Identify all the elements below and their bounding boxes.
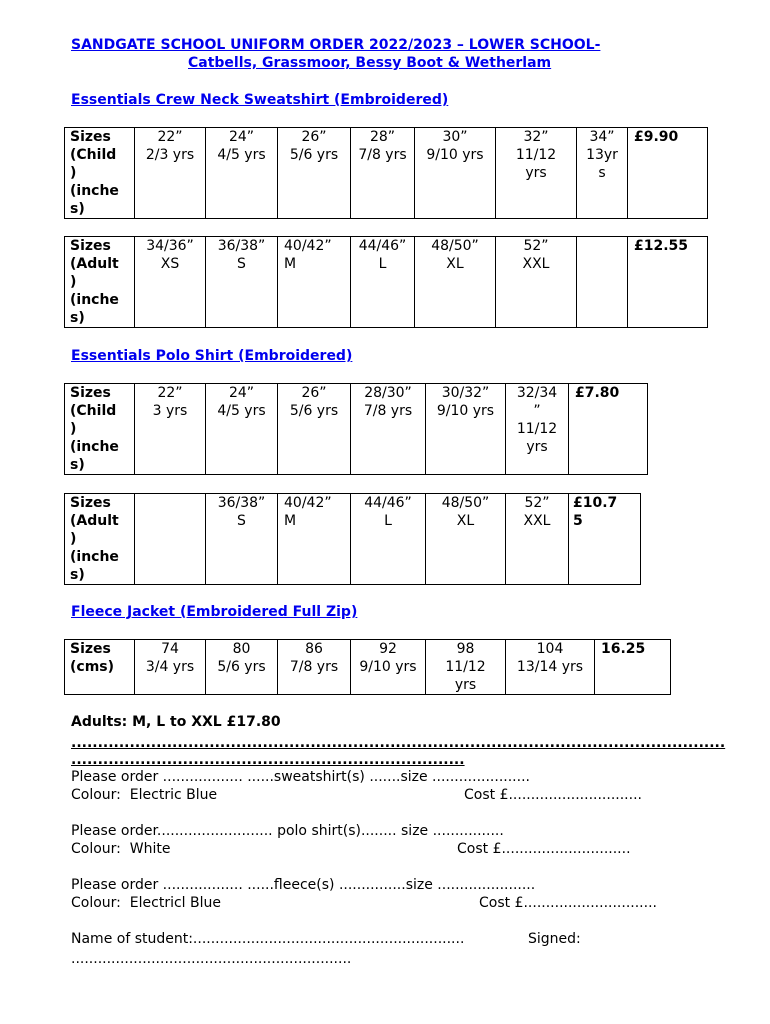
fleece-cost[interactable]: Cost £.............................. [479, 895, 657, 911]
size-label-cell: Sizes (Adult ) (inche s) [65, 494, 135, 585]
size-cell: 44/46” L [351, 237, 415, 328]
fleece-colour: Colour: Electricl Blue [71, 895, 221, 911]
polo-child-table [64, 383, 648, 475]
size-label-cell: Sizes (Child ) (inche s) [65, 384, 135, 475]
signed-field[interactable]: ............................................................... [71, 951, 352, 967]
table-row [65, 494, 641, 585]
student-name-field[interactable]: Name of student:............................................................. [71, 931, 465, 947]
size-cell: 48/50” XL [415, 237, 496, 328]
size-cell: 80 5/6 yrs [206, 640, 278, 695]
size-cell: 40/42” M [278, 494, 351, 585]
size-cell: 86 7/8 yrs [278, 640, 351, 695]
size-cell: 26” 5/6 yrs [278, 128, 351, 219]
polo-order-line[interactable]: Please order.......................... polo shirt(s)........ size ................ [71, 823, 504, 839]
size-cell: 34/36” XS [135, 237, 206, 328]
price-cell: £10.7 5 [569, 494, 641, 585]
fleece-heading: Fleece Jacket (Embroidered Full Zip) [71, 604, 358, 620]
polo-colour: Colour: White [71, 841, 171, 857]
size-label-cell: Sizes (Adult ) (inche s) [65, 237, 135, 328]
size-cell: 32” 11/12 yrs [496, 128, 577, 219]
size-cell: 44/46” L [351, 494, 426, 585]
size-label-cell: Sizes (cms) [65, 640, 135, 695]
size-cell: 36/38” S [206, 237, 278, 328]
size-cell: 32/34 ” 11/12 yrs [506, 384, 569, 475]
size-cell: 28/30” 7/8 yrs [351, 384, 426, 475]
table-row [65, 384, 648, 475]
polo-adult-table [64, 493, 641, 585]
price-cell: £9.90 [628, 128, 708, 219]
page-title-line1: SANDGATE SCHOOL UNIFORM ORDER 2022/2023 – LOWER SCHOOL- [71, 37, 601, 53]
size-cell: 26” 5/6 yrs [278, 384, 351, 475]
size-cell: 22” 2/3 yrs [135, 128, 206, 219]
size-cell: 30/32” 9/10 yrs [426, 384, 506, 475]
sweatshirt-child-table [64, 127, 708, 219]
adults-fleece-price: Adults: M, L to XXL £17.80 [71, 714, 281, 730]
sweatshirt-colour: Colour: Electric Blue [71, 787, 218, 803]
size-cell: 104 13/14 yrs [506, 640, 595, 695]
fleece-order-line[interactable]: Please order .................. ......fleece(s) ...............size ...................... [71, 877, 536, 893]
size-cell: 48/50” XL [426, 494, 506, 585]
size-cell: 40/42” M [278, 237, 351, 328]
size-cell: 52” XXL [506, 494, 569, 585]
dotted-line-2: .......................................................................... [71, 752, 465, 768]
size-cell: 36/38” S [206, 494, 278, 585]
size-cell [135, 494, 206, 585]
size-cell [577, 237, 628, 328]
sweatshirt-heading: Essentials Crew Neck Sweatshirt (Embroidered) [71, 92, 449, 108]
size-cell: 52” XXL [496, 237, 577, 328]
size-cell: 34” 13yr s [577, 128, 628, 219]
size-cell: 92 9/10 yrs [351, 640, 426, 695]
price-cell: £7.80 [569, 384, 648, 475]
page-title-line2: Catbells, Grassmoor, Bessy Boot & Wetherlam [188, 55, 552, 71]
table-row [65, 640, 671, 695]
table-row [65, 237, 708, 328]
signed-label: Signed: [528, 931, 581, 947]
sweatshirt-adult-table [64, 236, 708, 328]
size-cell: 28” 7/8 yrs [351, 128, 415, 219]
polo-heading: Essentials Polo Shirt (Embroidered) [71, 348, 353, 364]
size-cell: 24” 4/5 yrs [206, 384, 278, 475]
polo-cost[interactable]: Cost £............................. [457, 841, 631, 857]
size-label-cell: Sizes (Child ) (inche s) [65, 128, 135, 219]
size-cell: 24” 4/5 yrs [206, 128, 278, 219]
size-cell: 74 3/4 yrs [135, 640, 206, 695]
price-cell: £12.55 [628, 237, 708, 328]
dotted-line-1: ........................................................................................................................... [71, 735, 726, 751]
size-cell: 98 11/12 yrs [426, 640, 506, 695]
fleece-table [64, 639, 671, 695]
size-cell: 22” 3 yrs [135, 384, 206, 475]
sweatshirt-order-line[interactable]: Please order .................. ......sweatshirt(s) .......size ...................... [71, 769, 530, 785]
price-cell: 16.25 [595, 640, 671, 695]
sweatshirt-cost[interactable]: Cost £.............................. [464, 787, 642, 803]
table-row [65, 128, 708, 219]
size-cell: 30” 9/10 yrs [415, 128, 496, 219]
